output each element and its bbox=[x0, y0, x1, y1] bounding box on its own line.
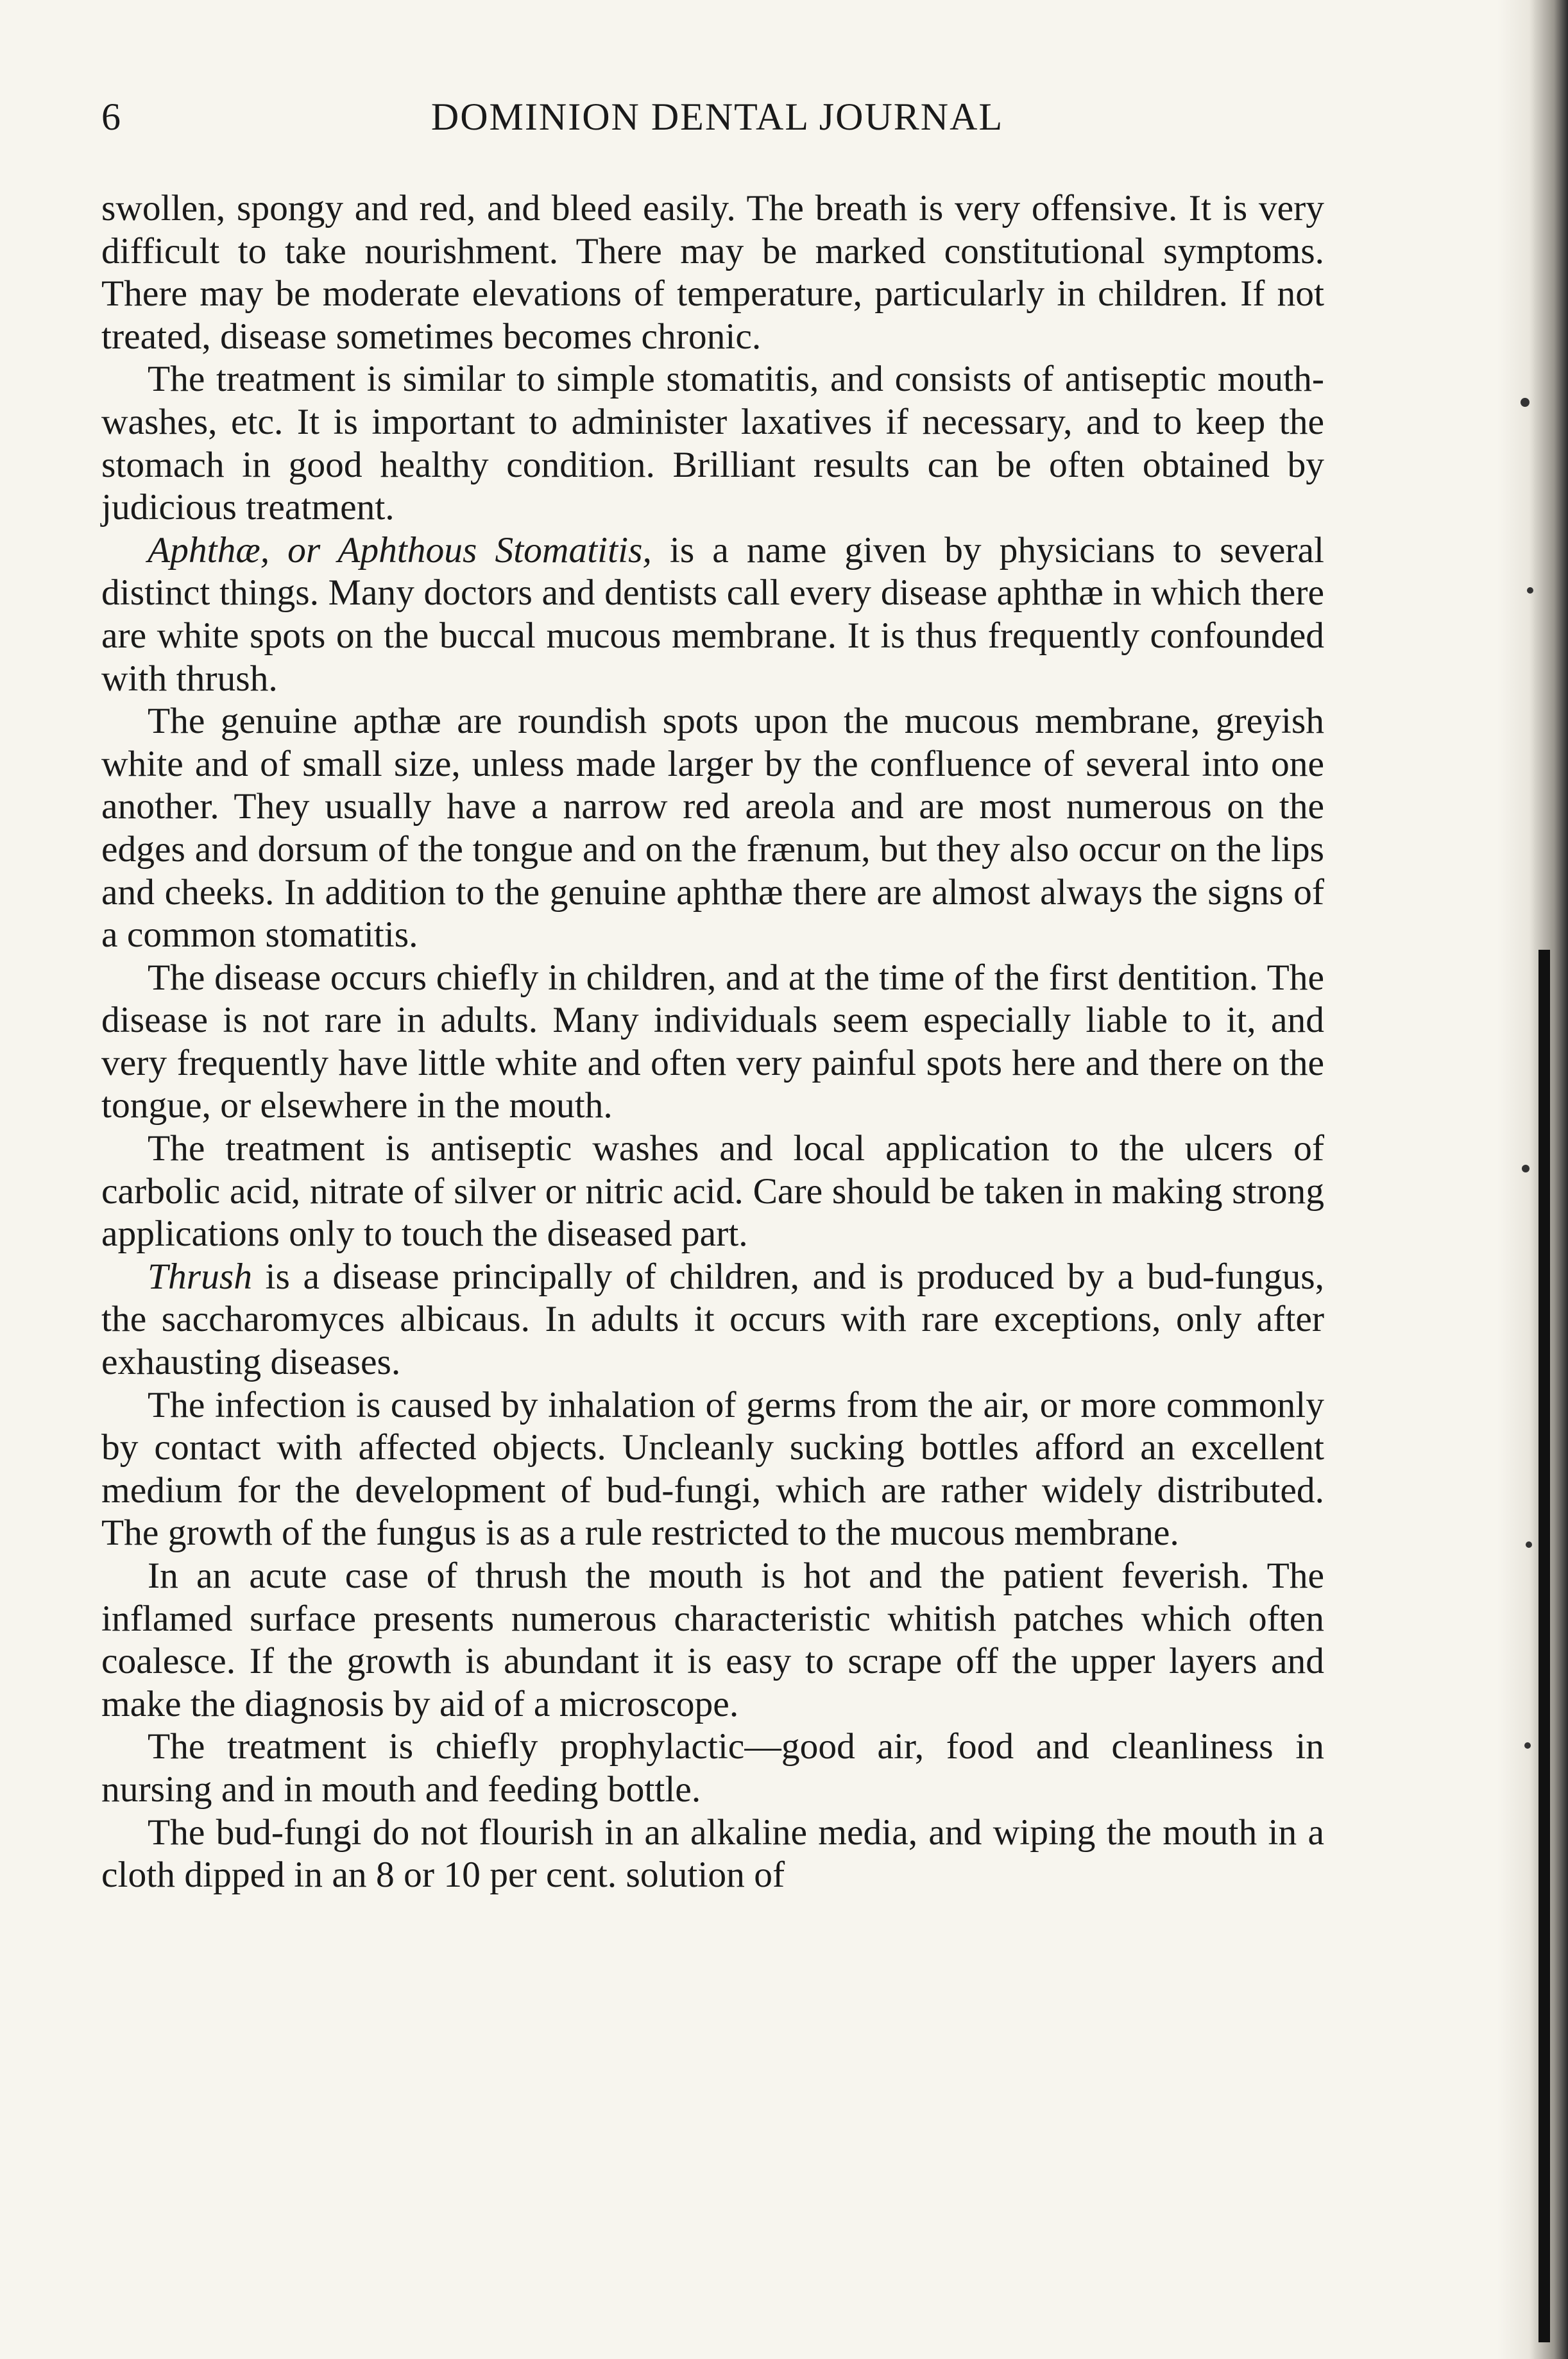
binding-edge bbox=[1538, 950, 1550, 2342]
paragraph-infection: The infection is caused by inhalation of germs from the air, or more commonly by contact with affected objects. Uncleanly sucking bottles afford an excellent medium for the development of bud-fungi, which are rather widely distributed. The growth of the fungus is as a rule restricted to the mucous membrane. bbox=[101, 1384, 1324, 1554]
paragraph-acute-case: In an acute case of thrush the mouth is hot and the patient feverish. The inflamed surface presents numerous characteristic whitish patches which often coalesce. If the growth is abundant it is easy to scrape off the upper layers and make the diagnosis by aid of a microscope. bbox=[101, 1556, 1324, 1724]
running-title: DOMINION DENTAL JOURNAL bbox=[430, 96, 1004, 138]
paragraph-thrush bbox=[101, 1256, 1324, 1384]
paragraph-aphthae bbox=[101, 529, 1324, 700]
paragraph-alkaline-media: The bud-fungi do not flourish in an alkaline media, and wiping the mouth in a cloth dipped in an 8 or 10 per cent. solution of bbox=[101, 1812, 1324, 1896]
ink-speck bbox=[1526, 1541, 1532, 1548]
ink-speck bbox=[1522, 1165, 1530, 1172]
article-body bbox=[101, 187, 1324, 1897]
term-thrush: Thrush bbox=[148, 1256, 252, 1297]
paragraph-text: is a disease principally of children, and is produced by a bud-fungus, the saccharomyces albicaus. In adults it occurs with rare exceptions, only after exhausting diseases. bbox=[101, 1256, 1324, 1383]
page-edge-shadow bbox=[1497, 0, 1568, 2359]
paragraph-disease-occurrence: The disease occurs chiefly in children, and at the time of the first dentition. The disease is not rare in adults. Many individuals seem especially liable to it, and very frequently have little white and often very painful spots here and there on the tongue, or elsewhere in the mouth. bbox=[101, 957, 1324, 1126]
paragraph-text: is a name given by physicians to several distinct things. Many doctors and dentists call every disease aphthæ in which there are white spots on the buccal mucous membrane. It is thus frequently confounded with thrush. bbox=[101, 529, 1324, 699]
page-number: 6 bbox=[101, 96, 121, 138]
ink-speck bbox=[1521, 398, 1530, 407]
term-aphthae: Aphthæ, or Aphthous Stomatitis, bbox=[148, 529, 652, 570]
paragraph-prophylaxis: The treatment is chiefly prophylactic—good air, food and cleanliness in nursing and in mouth and feeding bottle. bbox=[101, 1726, 1324, 1810]
paragraph-aphthae-treatment: The treatment is antiseptic washes and local application to the ulcers of carbolic acid, nitrate of silver or nitric acid. Care should be taken in making strong applications only to touch the diseased part. bbox=[101, 1128, 1324, 1255]
paragraph-treatment: The treatment is similar to simple stomatitis, and consists of antiseptic mouth-washes, etc. It is important to administer laxatives if necessary, and to keep the stomach in good healthy condition. Brilliant results can be often obtained by judicious treatment. bbox=[101, 359, 1324, 528]
running-header bbox=[101, 95, 1333, 153]
paragraph-continuation: swollen, spongy and red, and bleed easily. The breath is very offensive. It is very difficult to take nourishment. There may be marked constitutional symptoms. There may be moderate elevations of temperature, particularly in children. If not treated, disease sometimes becomes chronic. bbox=[101, 188, 1324, 357]
paragraph-genuine-apthae: The genuine apthæ are roundish spots upon the mucous membrane, greyish white and of small size, unless made larger by the confluence of several into one another. They usually have a narrow red areola and are most numerous on the edges and dorsum of the tongue and on the frænum, but they also occur on the lips and cheeks. In addition to the genuine aphthæ there are almost always the signs of a common stomatitis. bbox=[101, 701, 1324, 956]
ink-speck bbox=[1527, 587, 1533, 594]
ink-speck bbox=[1524, 1742, 1531, 1749]
